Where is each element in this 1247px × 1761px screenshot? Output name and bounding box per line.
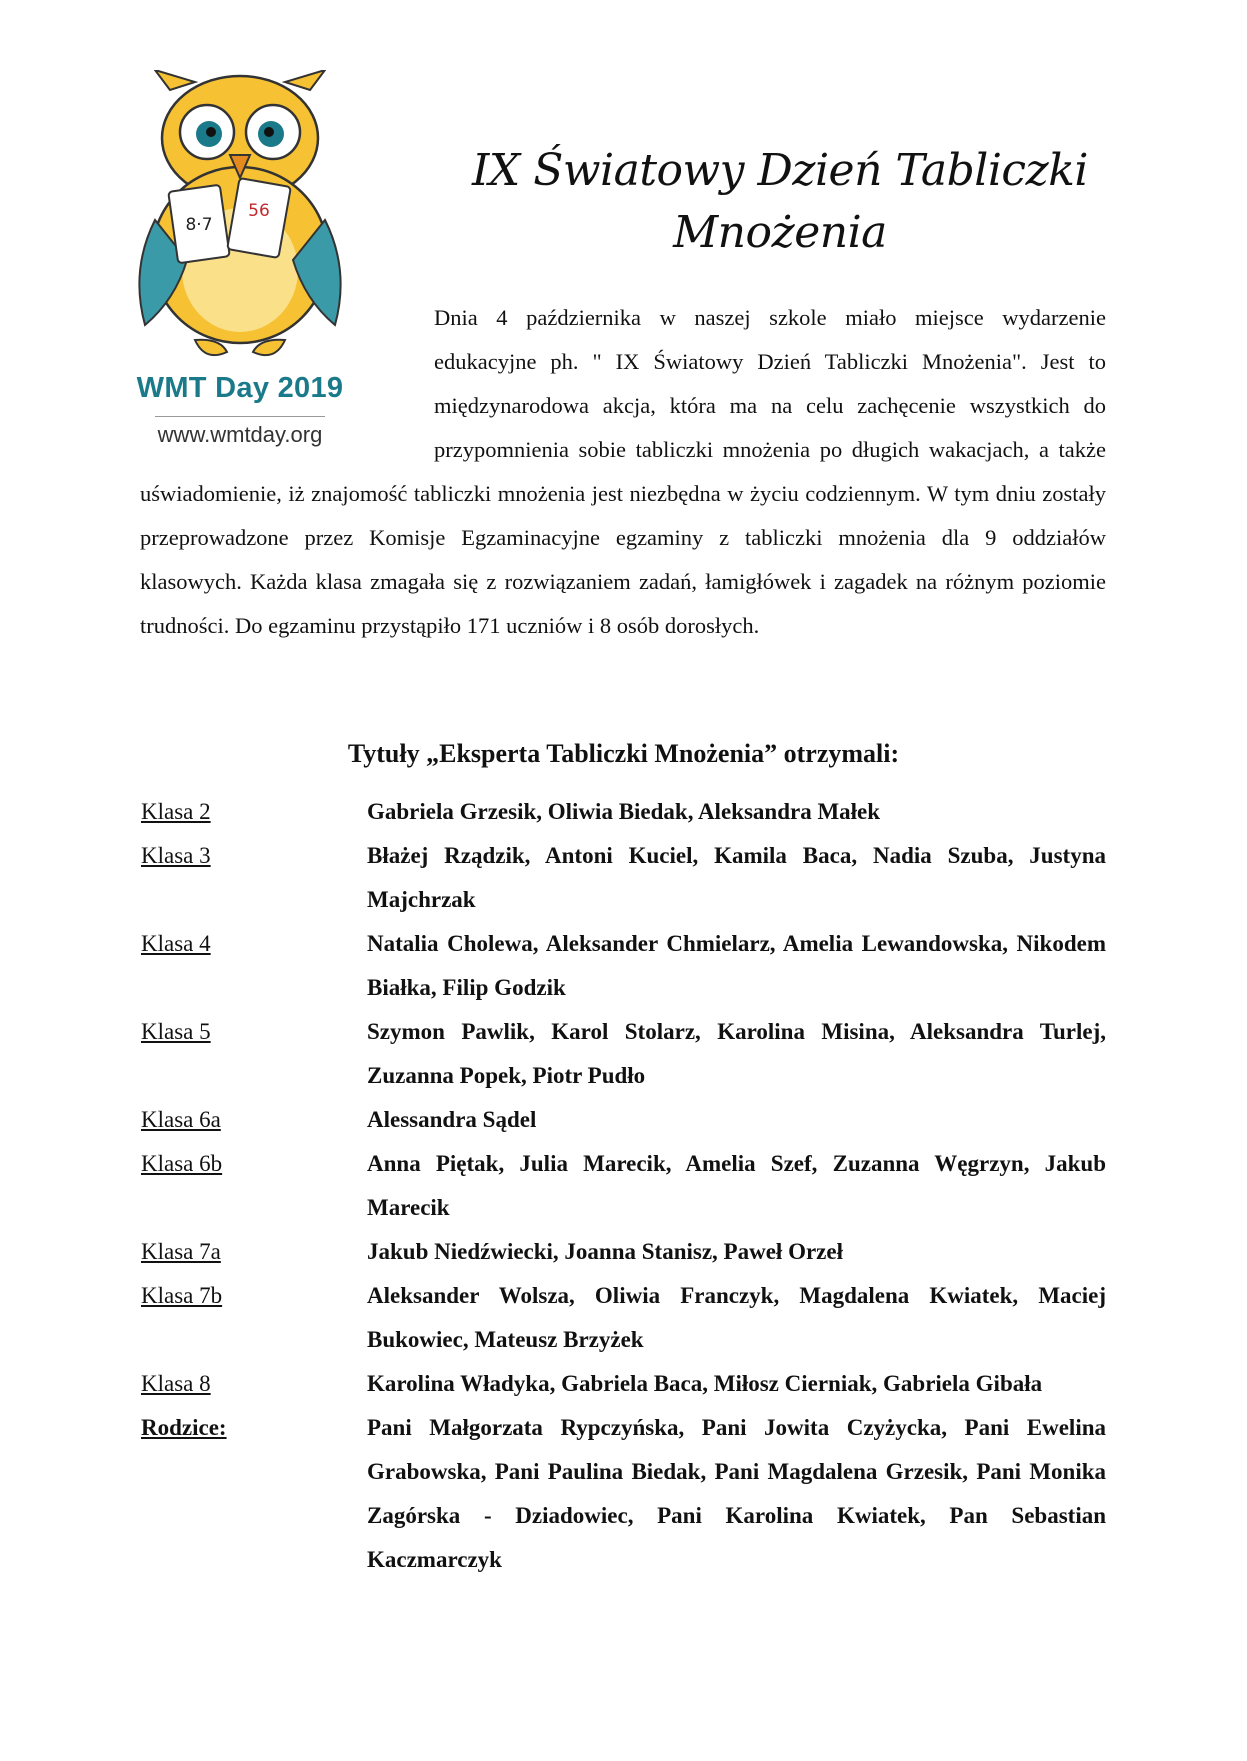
logo-float-spacer [140,296,434,472]
class-label: Klasa 8 [141,1371,211,1396]
logo-url: www.wmtday.org [157,422,323,447]
card-right-text: 56 [248,201,270,221]
class-names: Anna Piętak, Julia Marecik, Amelia Szef, Zuzanna Węgrzyn, Jakub Marecik [367,1151,1106,1220]
class-label: Klasa 6b [141,1151,223,1176]
logo-title: WMT Day 2019 [136,372,344,404]
class-label: Klasa 5 [141,1019,211,1044]
class-names: Jakub Niedźwiecki, Joanna Stanisz, Paweł Orzeł [367,1239,843,1264]
class-label: Klasa 4 [141,931,211,956]
title-line-2: Mnożenia [673,207,887,258]
class-names: Natalia Cholewa, Aleksander Chmielarz, Amelia Lewandowska, Nikodem Białka, Filip Godzik [367,931,1106,1000]
card-left-text: 8·7 [185,215,213,235]
class-label: Klasa 7a [141,1239,221,1264]
class-label: Rodzice: [141,1415,227,1440]
class-names: Szymon Pawlik, Karol Stolarz, Karolina Misina, Aleksandra Turlej, Zuzanna Popek, Piotr Pudło [367,1019,1106,1088]
award-row-klasa-4 [141,922,1106,1010]
award-row-klasa-5 [141,1010,1106,1098]
intro-text: Dnia 4 października w naszej szkole miało miejsce wydarzenie edukacyjne ph. " IX Światowy Dzień Tabliczki Mnożenia". Jest to międzynarodowa akcja, która ma na celu zachęcenie wszystkich do przypomnienia sobie tabliczki mnożenia po długich wakacjach, a także uświadomienie, iż znajomość tabliczki mnożenia jest niezbędna w życiu codziennym. W tym dniu zostały przeprowadzone przez Komisje Egzaminacyjne egzaminy z tabliczki mnożenia dla 9 oddziałów klasowych. Każda klasa zmagała się z rozwiązaniem zadań, łamigłówek i zagadek na różnym poziomie trudności. Do egzaminu przystąpiło 171 uczniów i 8 osób dorosłych. [140,296,1106,648]
class-names: Alessandra Sądel [367,1107,537,1132]
class-names: Aleksander Wolsza, Oliwia Franczyk, Magdalena Kwiatek, Maciej Bukowiec, Mateusz Brzyżek [367,1283,1106,1352]
award-row-klasa-6a [141,1098,1106,1142]
title-line-1: IX Światowy Dzień Tabliczki [472,145,1088,196]
award-row-klasa-7a [141,1230,1106,1274]
award-row-klasa-7b [141,1274,1106,1362]
class-label: Klasa 7b [141,1283,223,1308]
class-names: Gabriela Grzesik, Oliwia Biedak, Aleksandra Małek [367,799,881,824]
award-row-klasa-8 [141,1362,1106,1406]
page-title [440,140,1120,264]
award-row-klasa-6b [141,1142,1106,1230]
class-label: Klasa 2 [141,799,211,824]
class-names: Błażej Rządzik, Antoni Kuciel, Kamila Baca, Nadia Szuba, Justyna Majchrzak [367,843,1106,912]
award-row-rodzice [141,1406,1106,1582]
intro-paragraph [140,296,1106,648]
awards-list [141,790,1106,1582]
award-row-klasa-3 [141,834,1106,922]
awards-heading: Tytuły „Eksperta Tabliczki Mnożenia” otrzymali: [347,739,900,768]
award-row-klasa-2 [141,790,1106,834]
class-label: Klasa 3 [141,843,211,868]
class-label: Klasa 6a [141,1107,221,1132]
class-names: Karolina Władyka, Gabriela Baca, Miłosz Cierniak, Gabriela Gibała [367,1371,1043,1396]
class-names: Pani Małgorzata Rypczyńska, Pani Jowita Czyżycka, Pani Ewelina Grabowska, Pani Paulina Biedak, Pani Magdalena Grzesik, Pani Monika Zagórska - Dziadowiec, Pani Karolina Kwiatek, Pan Sebastian Kaczmarczyk [367,1415,1106,1572]
